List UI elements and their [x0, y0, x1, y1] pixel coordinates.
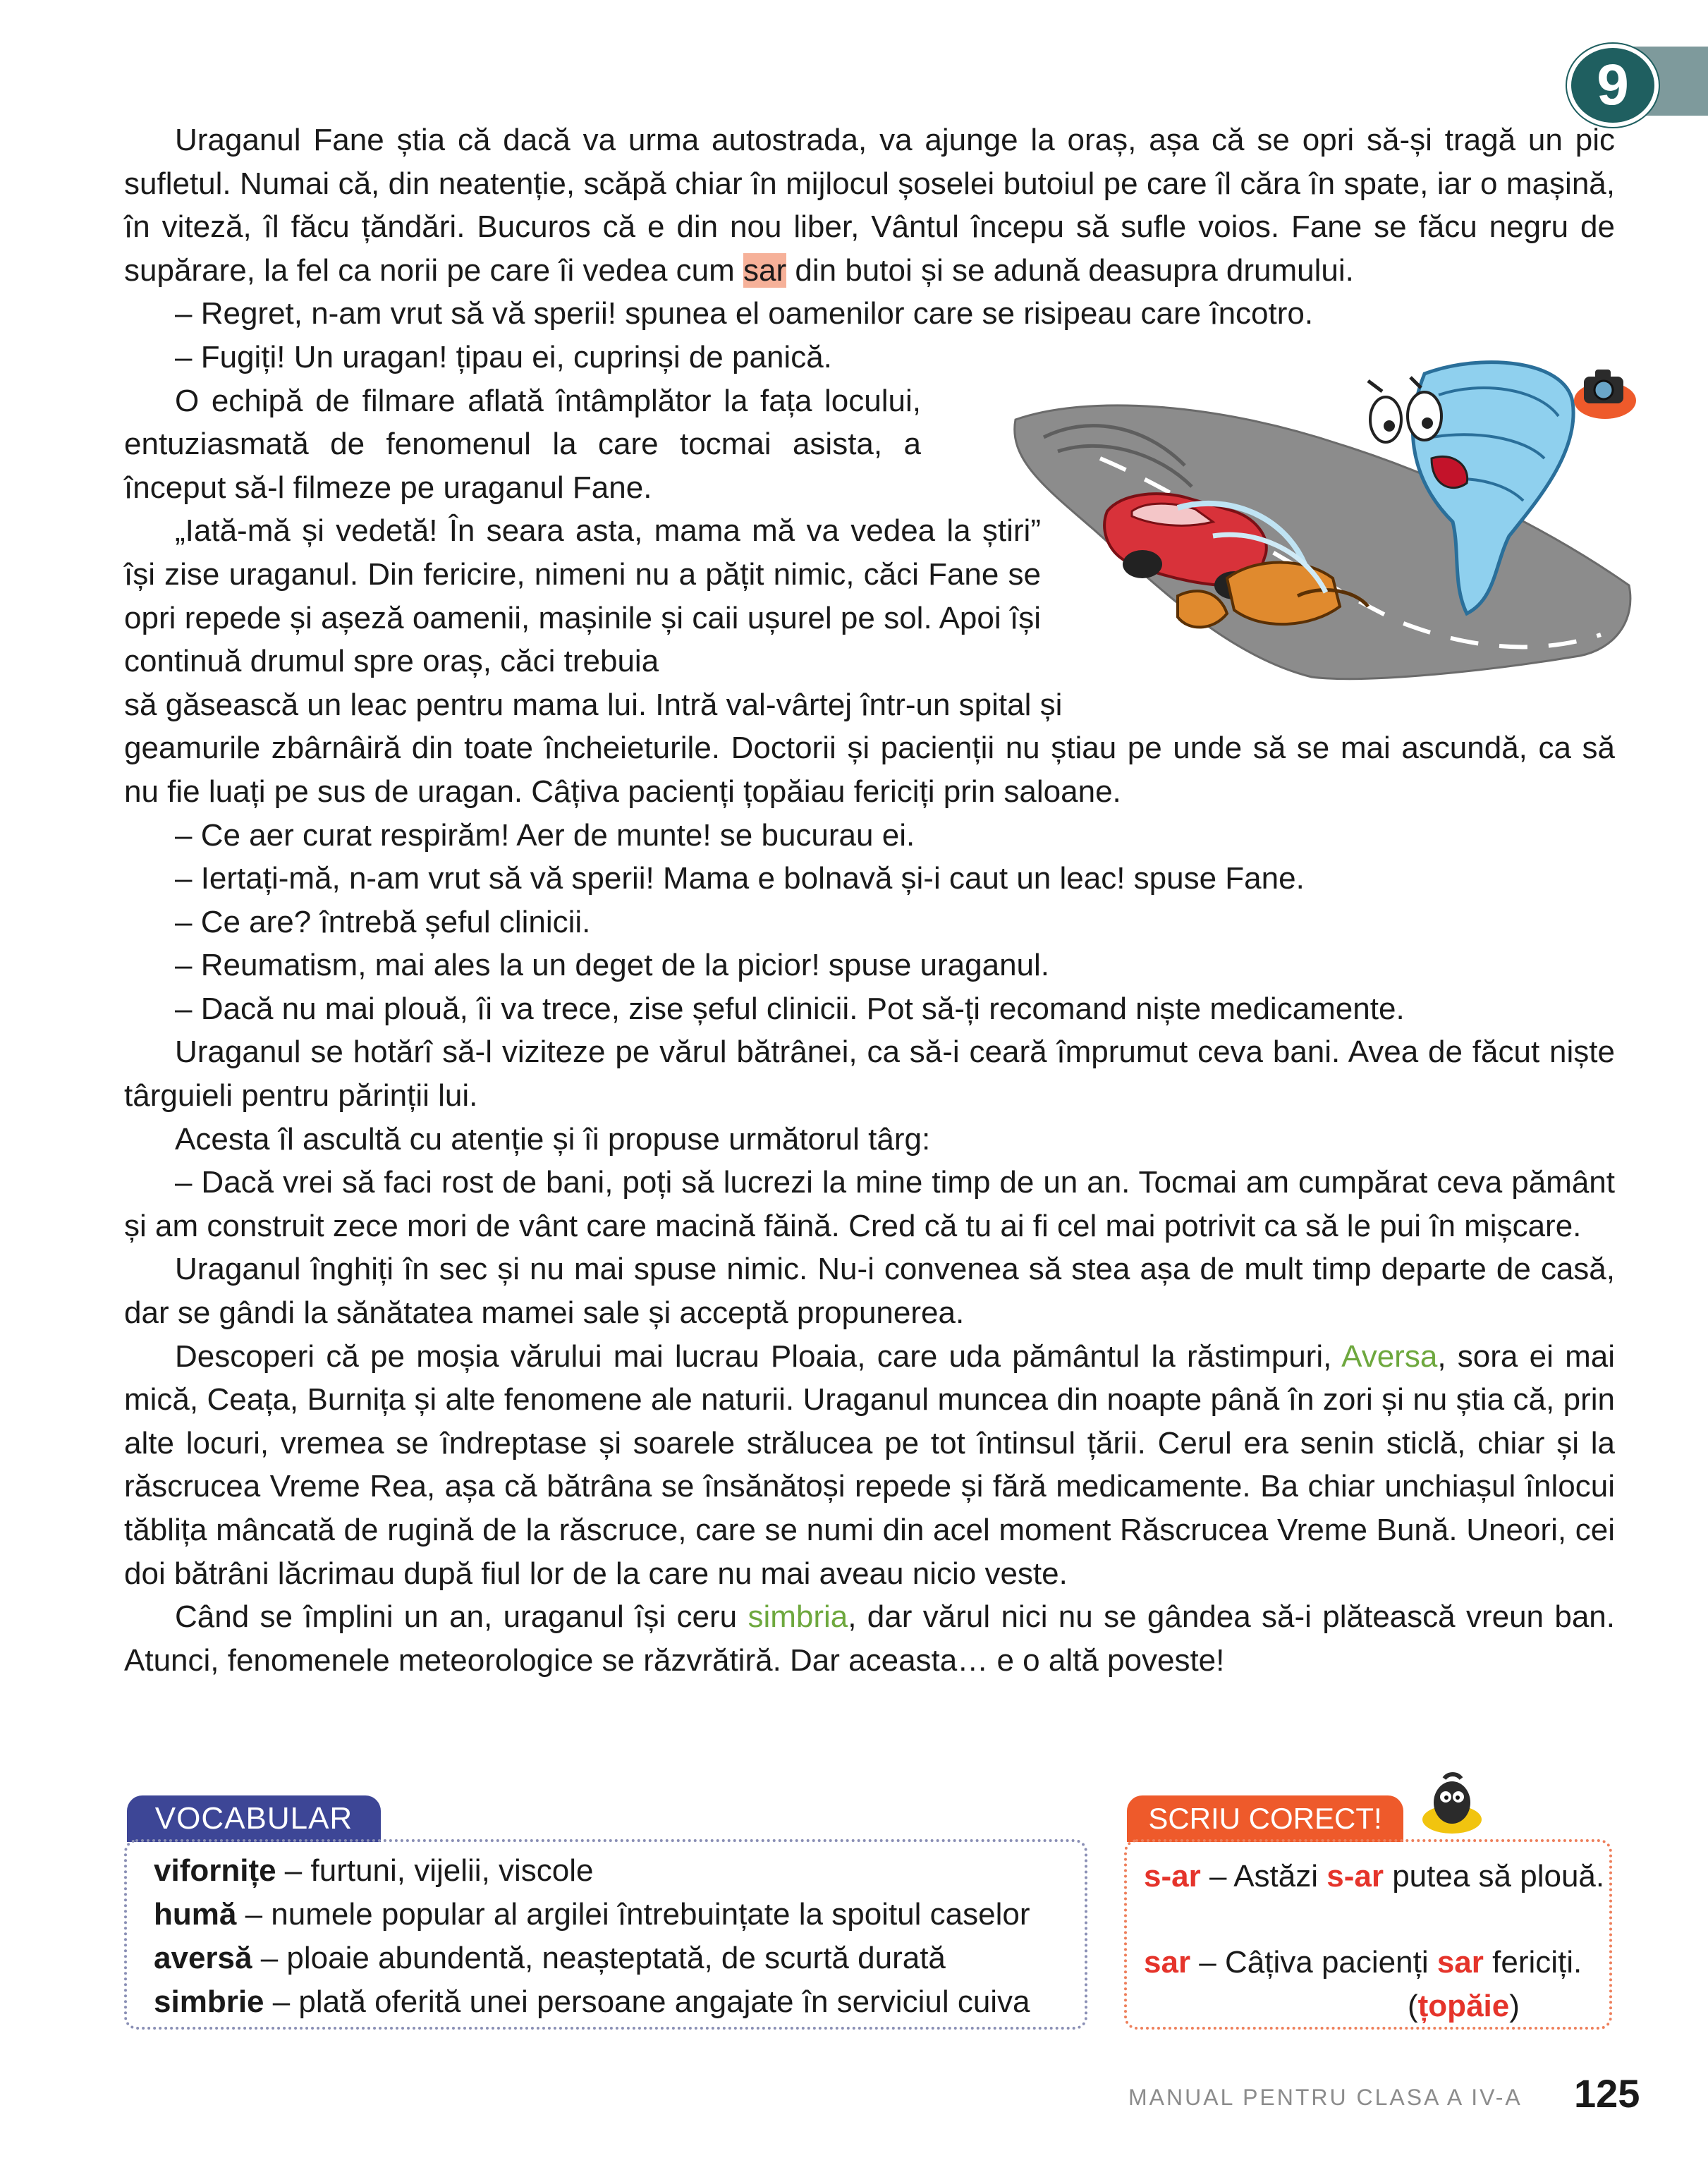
hurricane-illustration: [1001, 353, 1636, 705]
dialogue-long: – Dacă vrei să faci rost de bani, poți să lucrezi la mine timp de un an. Tocmai am cumpărat ceva pământ și am construit zece mori de vânt care macină făină. Cred că tu ai fi cel mai potrivit ca să le pui în mișcare.: [124, 1165, 1615, 1243]
write-correctly-line-1: s-ar – Astăzi s-ar putea să plouă.: [1144, 1859, 1605, 1893]
vocabulary-item: simbrie – plată oferită unei persoane angajate în serviciul cuiva: [154, 1984, 1030, 2019]
write-correctly-line-2: sar – Câțiva pacienți sar fericiți.: [1144, 1945, 1582, 1980]
paragraph-3-end: geamurile zbârnâiră din toate încheieturile. Doctorii și pacienții nu știau pe unde să se mai ascundă, ca să nu fie luați pe sus de uragan. Câțiva pacienți țopăiau fericiți prin saloane.: [124, 731, 1615, 809]
vocabulary-item: humă – numele popular al argilei întrebuințate la spoitul caselor: [154, 1897, 1030, 1932]
dialogue-line: – Regret, n-am vrut să vă sperii! spunea el oamenilor care se risipeau care încotro.: [175, 296, 1314, 331]
dialogue-line: – Ce aer curat respirăm! Aer de munte! se bucurau ei.: [175, 817, 915, 853]
paragraph-6: Uraganul înghiți în sec și nu mai spuse nimic. Nu-i convenea să stea așa de mult timp departe de casă, dar se gândi la sănătatea mamei sale și acceptă propunerea.: [124, 1252, 1615, 1331]
paragraph-7: Descoperi că pe moșia vărului mai lucrau Ploaia, care uda pământul la răstimpuri, Aversa, sora ei mai mică, Ceața, Burnița și alte fenomene ale naturii. Uraganul muncea din noapte până în zori și nu știa că, prin alte locuri, vremea se îndreptase și soarele strălucea pe tot întinsul țării. Cerul era senin sticlă, chiar și la răscrucea Vreme Rea, așa că bătrâna se însănătoși repede și fără medicamente. Ba chiar unchiașul înlocui tăblița mâncată de rugină de la răscruce, care se numi din acel moment Răscrucea Vreme Bună. Uneori, cei doi bătrâni lăcrimau după fiul lor de la care nu mai aveau nicio veste.: [124, 1338, 1616, 1591]
paragraph-2: O echipă de filmare aflată întâmplător la fața locului, entuziasmată de fenomenul la care tocmai asista, a început să-l filmeze pe uraganul Fane.: [124, 383, 921, 505]
vocab-word-simbria: simbria: [748, 1599, 848, 1635]
paragraph-3: „Iată-mă și vedetă! În seara asta, mama mă va vedea la știri” își zise uraganul. Din fericire, nimeni nu a pățit nimic, căci Fane se opri repede și așeză oamenii, mașinile și caii ușurel pe sol. Apoi își continuă drumul spre oraș, căci trebuia: [124, 513, 1041, 679]
dialogue-line: – Iertați-mă, n-am vrut să vă sperii! Mama e bolnavă și-i caut un leac! spuse Fane.: [175, 861, 1305, 896]
dialogue-line: – Dacă nu mai plouă, îi va trece, zise șeful clinicii. Pot să-ți recomand niște medicamente.: [175, 991, 1405, 1026]
footer-label: MANUAL PENTRU CLASA A IV-A: [1128, 2085, 1523, 2110]
write-correctly-line-3: (țopăie): [1408, 1989, 1520, 2023]
mascot-icon: [1413, 1763, 1491, 1841]
vocabulary-item: vifornițe – furtuni, vijelii, viscole: [154, 1853, 594, 1888]
dialogue-line: – Ce are? întrebă șeful clinicii.: [175, 904, 591, 939]
vocabulary-item: aversă – ploaie abundentă, neașteptată, de scurtă durată: [154, 1941, 946, 1975]
highlighted-word: sar: [743, 252, 787, 288]
camera-icon: [1571, 361, 1639, 422]
chapter-number: 9: [1567, 44, 1659, 127]
paragraph-8: Când se împlini un an, uraganul își ceru simbria, dar vărul nici nu se gândea să-i plătească vreun ban. Atunci, fenomenele meteorologice se răzvrătiră. Dar aceasta… e o altă poveste!: [124, 1599, 1615, 1678]
dialogue-line: – Fugiți! Un uragan! țipau ei, cuprinși de panică.: [175, 339, 832, 374]
vocab-word-aversa: Aversa: [1341, 1338, 1438, 1374]
page-number: 125: [1574, 2071, 1640, 2116]
vocabulary-title: VOCABULAR: [127, 1795, 381, 1842]
paragraph-3-cont: să găsească un leac pentru mama lui. Intră val-vârtej într-un spital și: [124, 687, 1063, 722]
paragraph-4: Uraganul se hotărî să-l viziteze pe vărul bătrânei, ca să-i ceară împrumut ceva bani. Avea de făcut niște târguieli pentru părinții lui.: [124, 1035, 1615, 1114]
paragraph-1: Uraganul Fane știa că dacă va urma autostrada, va ajunge la oraș, așa că se opri să-și tragă un pic sufletul. Numai că, din neatenție, scăpă chiar în mijlocul șoselei butoiul pe care îl căra în spate, iar o mașină, în viteză, îl făcu țăndări. Bucuros că e din nou liber, Vântul începu să sufle voios. Fane se făcu negru de supărare, la fel ca norii pe care îi vedea cum sar din butoi și se adună deasupra drumului.: [124, 123, 1615, 288]
vocabulary-list: [154, 1849, 1085, 2024]
paragraph-5: Acesta îl ascultă cu atenție și îi propuse următorul târg:: [175, 1121, 931, 1157]
dialogue-line: – Reumatism, mai ales la un deget de la picior! spuse uraganul.: [175, 948, 1050, 983]
write-correctly-title: SCRIU CORECT!: [1127, 1795, 1403, 1842]
